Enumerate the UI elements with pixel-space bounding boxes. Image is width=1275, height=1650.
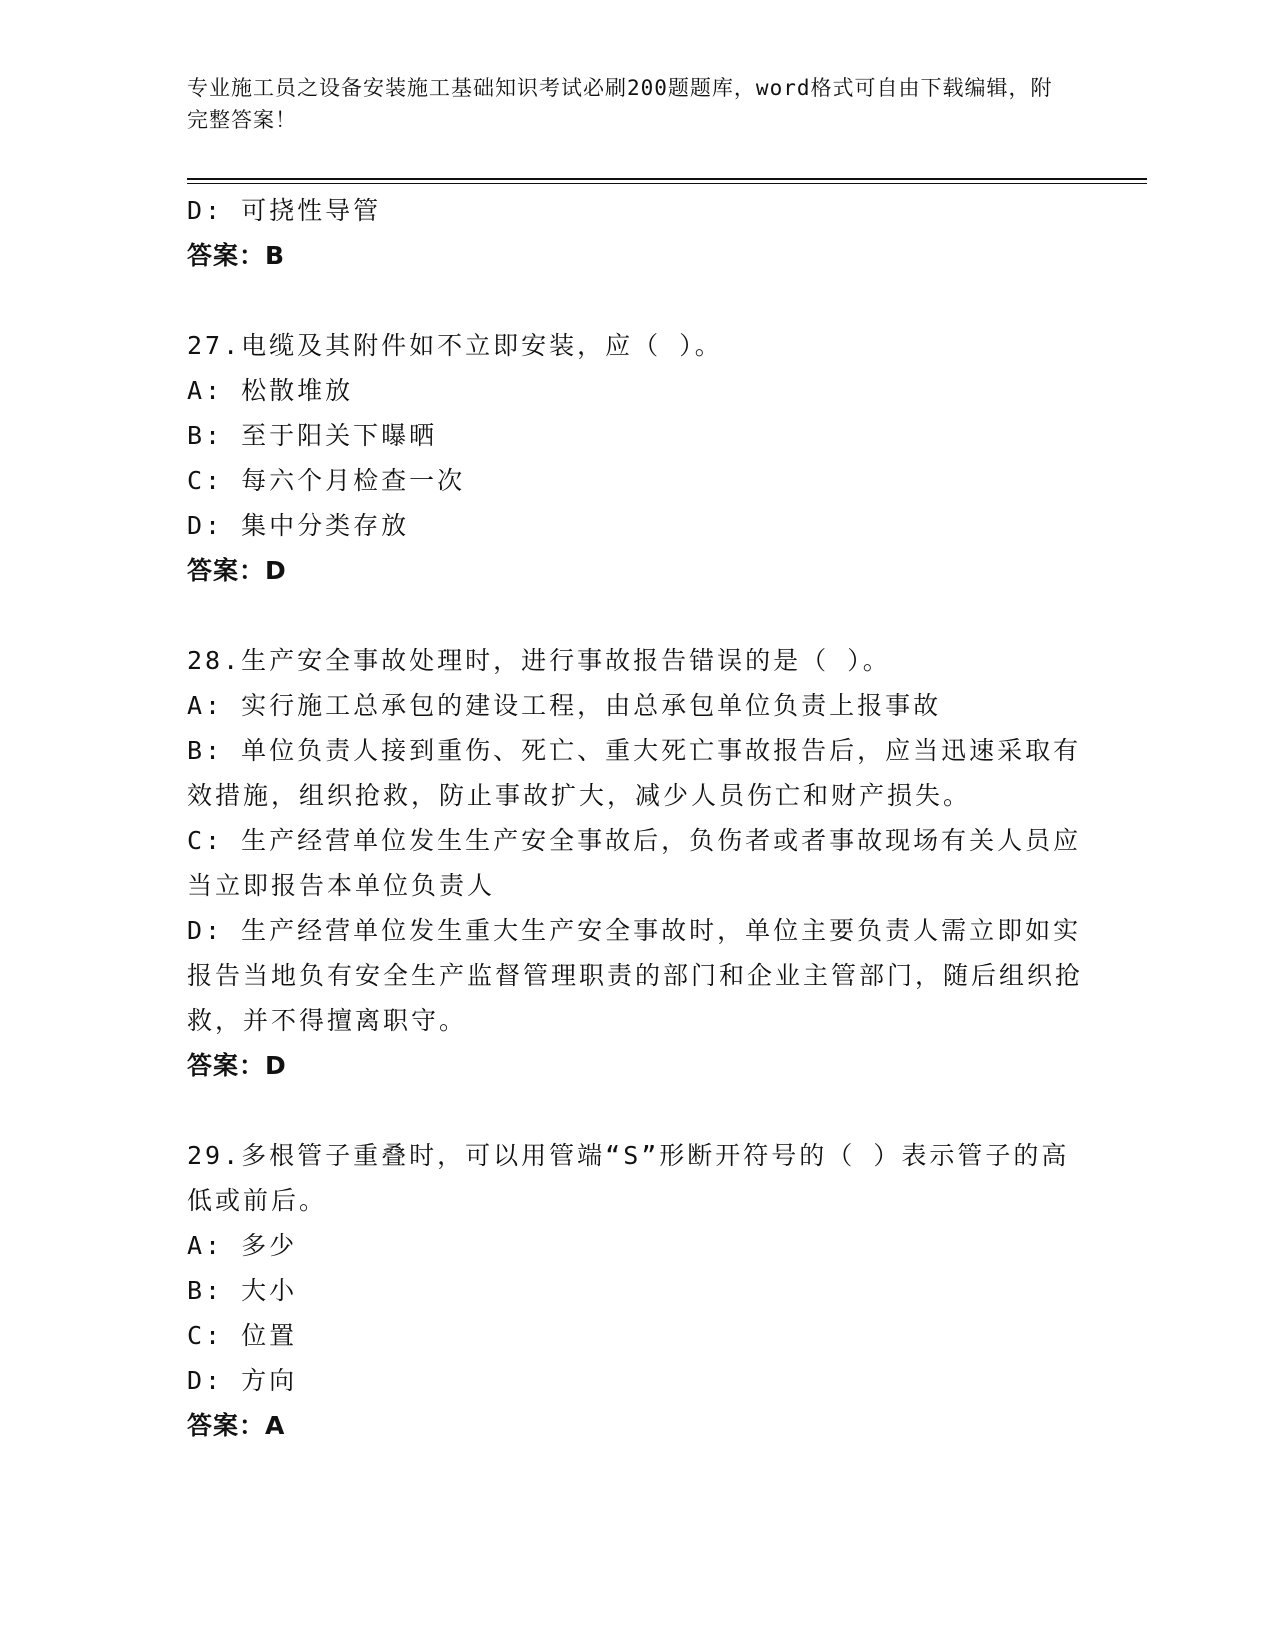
option-c: C: 生产经营单位发生生产安全事故后，负伤者或者事故现场有关人员应当立即报告本单位负责人	[187, 826, 1082, 900]
answer-label: 答案：A	[187, 1411, 286, 1440]
question-stem: 28.生产安全事故处理时，进行事故报告错误的是（ ）。	[187, 646, 891, 675]
option-d: D: 生产经营单位发生重大生产安全事故时，单位主要负责人需立即如实报告当地负有安全生产监督管理职责的部门和企业主管部门，随后组织抢救，并不得擅离职守。	[187, 916, 1084, 1035]
answer-label: 答案：D	[187, 556, 287, 585]
question-list	[187, 188, 1087, 1448]
option-b: B: 单位负责人接到重伤、死亡、重大死亡事故报告后，应当迅速采取有效措施，组织抢救，防止事故扩大，减少人员伤亡和财产损失。	[187, 736, 1082, 810]
header-title: 专业施工员之设备安装施工基础知识考试必刷200题题库，word格式可自由下载编辑，附完整答案！	[187, 76, 1053, 132]
option-c: C: 位置	[187, 1321, 298, 1350]
option-d: D: 集中分类存放	[187, 511, 410, 540]
option-b: B: 至于阳关下曝晒	[187, 421, 438, 450]
answer-label: 答案：B	[187, 241, 286, 270]
option-a: A: 多少	[187, 1231, 298, 1260]
question-block-29	[187, 1133, 1087, 1448]
header-divider-thick	[187, 178, 1147, 180]
document-header	[187, 72, 1067, 136]
question-block-26	[187, 188, 1087, 278]
question-block-27	[187, 323, 1087, 593]
option-a: A: 松散堆放	[187, 376, 354, 405]
option-d: D: 方向	[187, 1366, 298, 1395]
spacer	[187, 1088, 1087, 1133]
spacer	[187, 593, 1087, 638]
header-divider-thin	[187, 183, 1147, 184]
option-c: C: 每六个月检查一次	[187, 466, 466, 495]
option-d: D: 可挠性导管	[187, 196, 382, 225]
option-b: B: 大小	[187, 1276, 298, 1305]
spacer	[187, 278, 1087, 323]
question-block-28	[187, 638, 1087, 1088]
question-stem: 29.多根管子重叠时，可以用管端“S”形断开符号的（ ）表示管子的高低或前后。	[187, 1141, 1070, 1215]
answer-label: 答案：D	[187, 1051, 287, 1080]
option-a: A: 实行施工总承包的建设工程，由总承包单位负责上报事故	[187, 691, 942, 720]
question-stem: 27.电缆及其附件如不立即安装，应（ ）。	[187, 331, 723, 360]
